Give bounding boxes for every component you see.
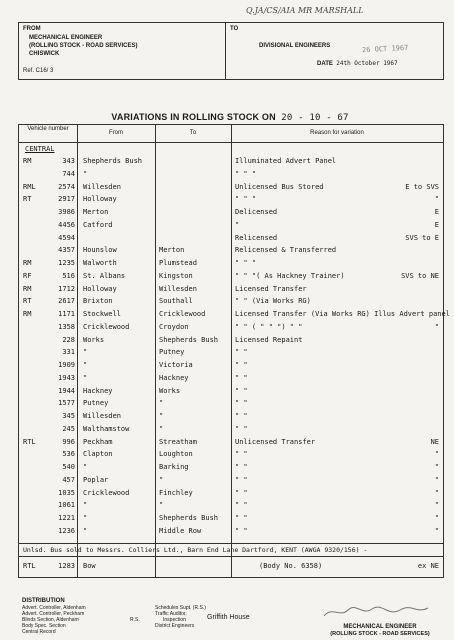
cell-num: 1943 [58, 373, 75, 382]
cell-cls: RM [23, 259, 32, 267]
cell-to: Kingston [159, 271, 193, 280]
cell-reason: " " " [235, 259, 257, 267]
cell-to: Loughton [159, 450, 193, 459]
cell-num: 4357 [58, 246, 75, 255]
cell-reason: " " [235, 373, 248, 382]
cell-from: " [83, 463, 88, 471]
cell-to: Southall [159, 297, 193, 306]
cell-extra: " [434, 195, 439, 204]
cell-to: Shepherds Bush [159, 335, 219, 344]
cell-num: 2574 [58, 182, 75, 191]
cell-reason: " " " [235, 195, 257, 204]
cell-to: Willesden [159, 284, 197, 293]
cell-reason: Relicensed & Transferred [235, 246, 337, 255]
cell-extra: " [434, 475, 439, 484]
from-line-3: CHISWICK [29, 51, 60, 57]
cell-reason: " " "( As Hackney Trainer) [235, 271, 345, 280]
cell-reason: " " " [235, 169, 257, 178]
cell-from: Willesden [83, 412, 121, 420]
cell-num: 331 [62, 348, 75, 357]
cell-from: Walworth [83, 259, 117, 267]
cell-num: 343 [62, 157, 75, 165]
disposal-note: Unlsd. Bus sold to Messrs. Colliers Ltd., Barn End Lane Dartford, KENT (AWGA 9320/156) - [23, 546, 368, 554]
header-reason: Reason for variation [310, 130, 364, 136]
cell-from: " [83, 514, 88, 522]
distribution-label: DISTRIBUTION [22, 598, 65, 604]
cell-extra: " [434, 514, 439, 522]
note-rule [19, 556, 443, 557]
dist-mid-2: Traffic Auditor, [155, 611, 187, 617]
cell-cls: RM [23, 157, 32, 165]
cell-num: 245 [62, 424, 75, 433]
cell-reason: " " [235, 412, 248, 420]
cell-num: 4594 [58, 233, 75, 242]
cell-to: " [159, 424, 164, 433]
cell-to: " [159, 501, 164, 510]
cell-from: Merton [83, 208, 109, 216]
cell-reason: " " [235, 463, 248, 471]
header-rule [19, 142, 443, 143]
document-title: VARIATIONS IN ROLLING STOCK ON 20 - 10 - 67 [111, 112, 349, 123]
cell-extra: " [434, 450, 439, 459]
date-field: DATE 24th October 1967 [317, 60, 398, 67]
cell-num: 1944 [58, 386, 75, 395]
dist-left-5: Central Record [22, 629, 56, 635]
cell-extra: SVS to NE [401, 271, 439, 280]
cell-reason: " " ( " " ") " " [235, 322, 303, 331]
dist-left-2: Advert. Controller, Peckham [22, 611, 85, 617]
cell-num: 516 [62, 271, 75, 280]
cell-extra: E [434, 208, 439, 216]
cell-num: 996 [62, 437, 75, 446]
cell-extra: SVS to E [405, 233, 439, 242]
cell-from: St. Albans [83, 271, 126, 280]
cell-num: 1358 [58, 322, 75, 331]
cell-to: Finchley [159, 488, 193, 497]
cell-reason: Illuminated Advert Panel [235, 157, 337, 165]
cell-reason: Delicensed [235, 208, 278, 216]
last-cell-cls: RTL [23, 562, 36, 570]
dist-left-1: Advert. Controller, Aldenham [22, 605, 86, 611]
cell-num: 2917 [58, 195, 75, 204]
cell-to: " [159, 475, 164, 484]
cell-reason: " " [235, 514, 248, 522]
cell-num: 1035 [58, 488, 75, 497]
cell-num: 2617 [58, 297, 75, 306]
dist-left-4: Body Spec. Section [22, 623, 66, 629]
last-cell-from: Bow [83, 562, 96, 570]
cell-to: Cricklewood [159, 310, 206, 318]
cell-reason: " " [235, 526, 248, 535]
cell-to: Plumstead [159, 259, 197, 267]
cell-reason: Licensed Repaint [235, 335, 303, 344]
cell-to: Barking [159, 463, 189, 471]
reference: Ref. C16/ 3 [23, 68, 54, 74]
cell-num: 1171 [58, 310, 75, 318]
cell-extra: " [434, 322, 439, 331]
dist-mid-3: Inspection [163, 617, 186, 623]
signature-title-2: (ROLLING STOCK - ROAD SERVICES) [330, 631, 430, 637]
cell-reason: " " [235, 386, 248, 395]
cell-from: Poplar [83, 475, 109, 484]
cell-extra: " [434, 501, 439, 510]
header-vehicle-number: Vehicle number [27, 126, 69, 132]
last-cell-reason: (Body No. 6358) [259, 562, 323, 570]
cell-to: Works [159, 386, 181, 395]
cell-extra: " [434, 488, 439, 497]
cell-reason: Relicensed [235, 233, 278, 242]
last-cell-num: 1283 [58, 562, 75, 570]
col-divider [77, 125, 78, 577]
cell-num: 1577 [58, 399, 75, 408]
cell-to: Hackney [159, 373, 189, 382]
cell-reason: " " [235, 361, 248, 369]
cell-from: Holloway [83, 195, 117, 204]
col-divider [155, 125, 156, 577]
cell-reason: " " [235, 424, 248, 433]
header-divider [225, 23, 226, 79]
cell-from: Catford [83, 220, 113, 229]
cell-reason: Licensed Transfer (Via Works RG) Illus Advert panel [235, 310, 450, 318]
cell-num: 1221 [58, 514, 75, 522]
cell-num: 345 [62, 412, 75, 420]
cell-from: " [83, 348, 88, 357]
cell-from: Holloway [83, 284, 117, 293]
cell-from: Putney [83, 399, 109, 408]
cell-reason: " " [235, 348, 248, 357]
note-rule [19, 543, 443, 544]
cell-num: 1061 [58, 501, 75, 510]
cell-reason: Unlicensed Transfer [235, 437, 316, 446]
from-line-1: MECHANICAL ENGINEER [29, 35, 103, 41]
cell-to: Croydon [159, 322, 189, 331]
cell-from: " [83, 373, 88, 382]
header-to: To [189, 130, 197, 136]
received-stamp: 26 OCT 1967 [361, 43, 409, 55]
cell-extra: E to SVS [405, 182, 439, 191]
cell-from: Shepherds Bush [83, 157, 143, 165]
dist-mid-4: District Engineers [155, 623, 195, 629]
from-line-2: (ROLLING STOCK - ROAD SERVICES) [29, 43, 138, 49]
cell-extra: E [434, 220, 439, 229]
cell-from: Walthamstow [83, 424, 130, 433]
cell-to: " [159, 412, 164, 420]
cell-from: Stockwell [83, 310, 121, 318]
cell-from: Hackney [83, 386, 113, 395]
cell-to: Shepherds Bush [159, 514, 219, 522]
cell-num: 744 [62, 169, 75, 178]
cell-extra: " [434, 463, 439, 471]
cell-from: Cricklewood [83, 488, 130, 497]
cell-to: Putney [159, 348, 185, 357]
cell-num: 1712 [58, 284, 75, 293]
handwritten-signature [322, 604, 432, 620]
cell-num: 1236 [58, 526, 75, 535]
cell-extra: NE [430, 437, 439, 446]
cell-reason: " " [235, 488, 248, 497]
cell-from: " [83, 501, 88, 510]
cell-reason: Licensed Transfer [235, 284, 307, 293]
cell-from: " [83, 526, 88, 535]
from-label: FROM [23, 26, 41, 32]
dist-mid-1: Schedules Supt. (R.S.) [155, 605, 206, 611]
col-divider [231, 125, 232, 577]
handwritten-annotation: Q.JA/CS/AIA MR MARSHALL [246, 6, 364, 15]
cell-reason: " " (Via Works RG) [235, 297, 311, 306]
cell-to: Victoria [159, 361, 193, 369]
cell-from: Clapton [83, 450, 113, 459]
cell-num: 228 [62, 335, 75, 344]
cell-reason: " " [235, 501, 248, 510]
cell-cls: RT [23, 297, 32, 306]
cell-from: Works [83, 335, 105, 344]
griffith-house: Griffith House [207, 614, 250, 621]
to-label: TO [230, 26, 239, 32]
cell-from: Peckham [83, 437, 113, 446]
variations-table [18, 124, 450, 578]
cell-cls: RM [23, 310, 32, 318]
cell-num: 4456 [58, 220, 75, 229]
cell-reason: " " [235, 450, 248, 459]
header-from: From [109, 130, 123, 136]
cell-to: Streatham [159, 437, 197, 446]
cell-from: Cricklewood [83, 322, 130, 331]
cell-reason: Unlicensed Bus Stored [235, 182, 324, 191]
signature-title-1: MECHANICAL ENGINEER [343, 624, 417, 630]
cell-num: 457 [62, 475, 75, 484]
cell-num: 540 [62, 463, 75, 471]
cell-from: Hounslow [83, 246, 117, 255]
cell-cls: RF [23, 271, 32, 280]
cell-reason: " [235, 220, 240, 229]
cell-cls: RT [23, 195, 32, 204]
last-cell-extra: ex NE [417, 562, 439, 570]
cell-extra: " [434, 526, 439, 535]
cell-num: 1909 [58, 361, 75, 369]
cell-from: Willesden [83, 182, 121, 191]
dist-left-3: Blinds Section, Aldenham [22, 617, 79, 623]
cell-cls: RM [23, 284, 32, 293]
cell-from: " [83, 361, 88, 369]
cell-to: Merton [159, 246, 185, 255]
cell-num: 536 [62, 450, 75, 459]
cell-to: " [159, 399, 164, 408]
cell-from: " [83, 169, 88, 178]
cell-num: 3986 [58, 208, 75, 216]
cell-cls: RTL [23, 437, 36, 446]
cell-reason: " " [235, 475, 248, 484]
section-label: CENTRAL [25, 145, 55, 153]
cell-num: 1235 [58, 259, 75, 267]
cell-cls: RML [23, 182, 36, 191]
cell-to: Middle Row [159, 526, 202, 535]
cell-reason: " " [235, 399, 248, 408]
rs-label: R.S. [130, 617, 140, 623]
to-recipient: DIVISIONAL ENGINEERS [259, 43, 331, 49]
cell-from: Brixton [83, 297, 113, 306]
